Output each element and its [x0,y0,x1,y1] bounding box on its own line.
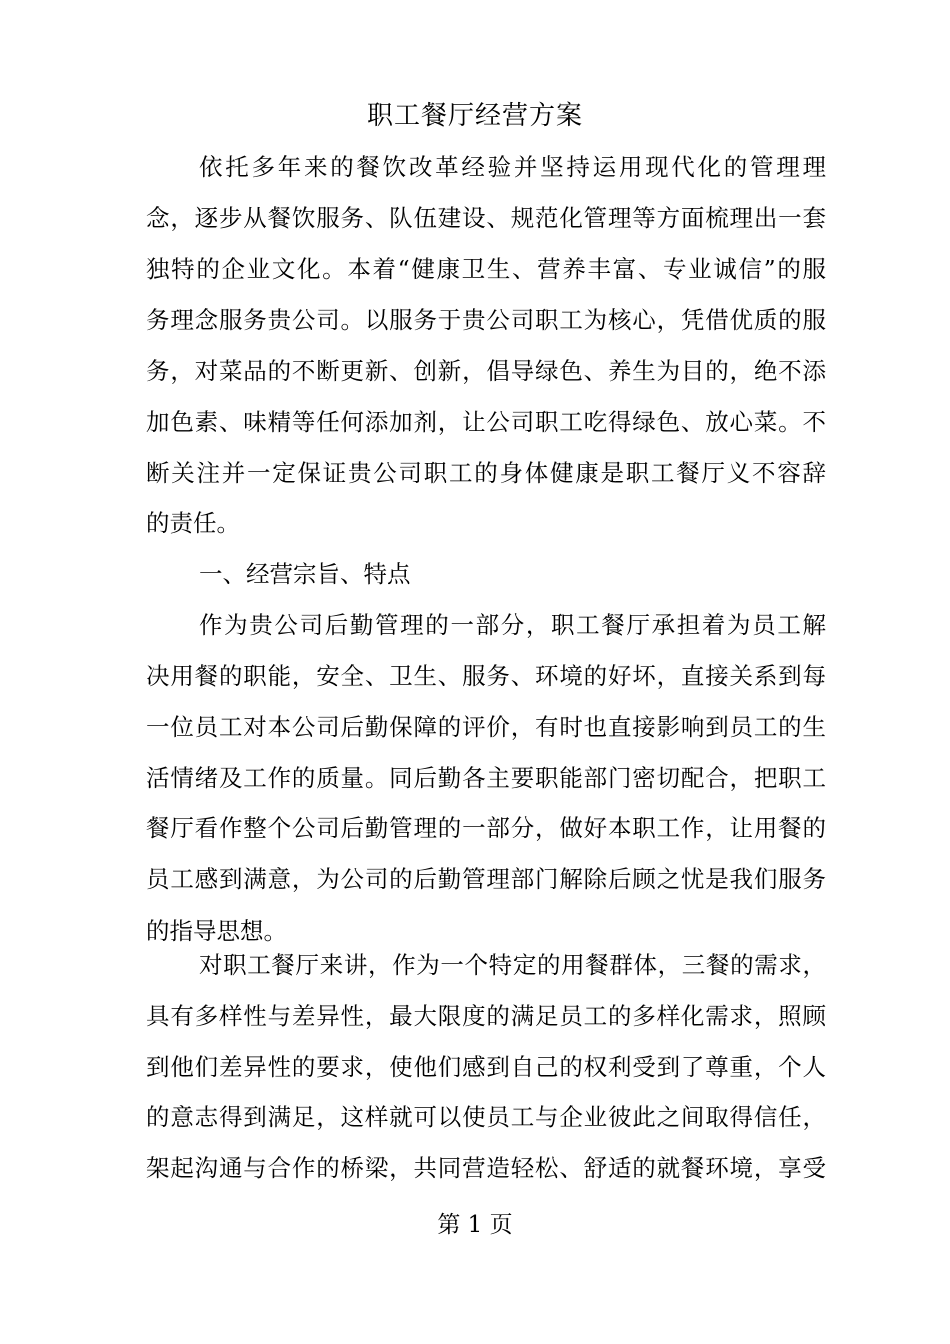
document-title: 职工餐厅经营方案 [366,101,583,131]
paragraph-3-line-3: 到他们差异性的要求，使他们感到自己的权利受到了尊重，个人 [146,1053,826,1081]
section-heading: 一、经营宗旨、特点 [199,560,411,588]
paragraph-1-line-8: 的责任。 [146,509,240,537]
paragraph-3-line-4: 的意志得到满足，这样就可以使员工与企业彼此之间取得信任， [146,1103,826,1131]
paragraph-2-line-6: 员工感到满意，为公司的后勤管理部门解除后顾之忧是我们服务 [146,865,826,893]
paragraph-1-line-1: 依托多年来的餐饮改革经验并坚持运用现代化的管理理 [199,153,826,181]
paragraph-1-line-3: 独特的企业文化。本着“健康卫生、营养丰富、专业诚信”的服 [146,255,826,283]
paragraph-2-line-4: 活情绪及工作的质量。同后勤各主要职能部门密切配合，把职工 [146,764,826,792]
paragraph-1-line-6: 加色素、味精等任何添加剂，让公司职工吃得绿色、放心菜。不 [146,408,826,436]
paragraph-2-line-3: 一位员工对本公司后勤保障的评价，有时也直接影响到员工的生 [146,713,826,741]
paragraph-3-line-1: 对职工餐厅来讲，作为一个特定的用餐群体，三餐的需求， [199,951,826,979]
paragraph-2-line-1: 作为贵公司后勤管理的一部分，职工餐厅承担着为员工解 [199,611,826,639]
paragraph-1-line-4: 务理念服务贵公司。以服务于贵公司职工为核心，凭借优质的服 [146,306,826,334]
paragraph-2-line-7: 的指导思想。 [146,917,287,945]
page-number: 第 1 页 [437,1212,513,1238]
paragraph-3-line-2: 具有多样性与差异性，最大限度的满足员工的多样化需求，照顾 [146,1002,826,1030]
paragraph-1-line-2: 念，逐步从餐饮服务、队伍建设、规范化管理等方面梳理出一套 [146,204,826,232]
paragraph-2-line-5: 餐厅看作整个公司后勤管理的一部分，做好本职工作，让用餐的 [146,814,826,842]
paragraph-1-line-7: 断关注并一定保证贵公司职工的身体健康是职工餐厅义不容辞 [146,459,826,487]
paragraph-2-line-2: 决用餐的职能，安全、卫生、服务、环境的好坏，直接关系到每 [146,662,826,690]
paragraph-1-line-5: 务，对菜品的不断更新、创新，倡导绿色、养生为目的，绝不添 [146,357,826,385]
paragraph-3-line-5: 架起沟通与合作的桥梁，共同营造轻松、舒适的就餐环境，享受 [146,1154,826,1182]
